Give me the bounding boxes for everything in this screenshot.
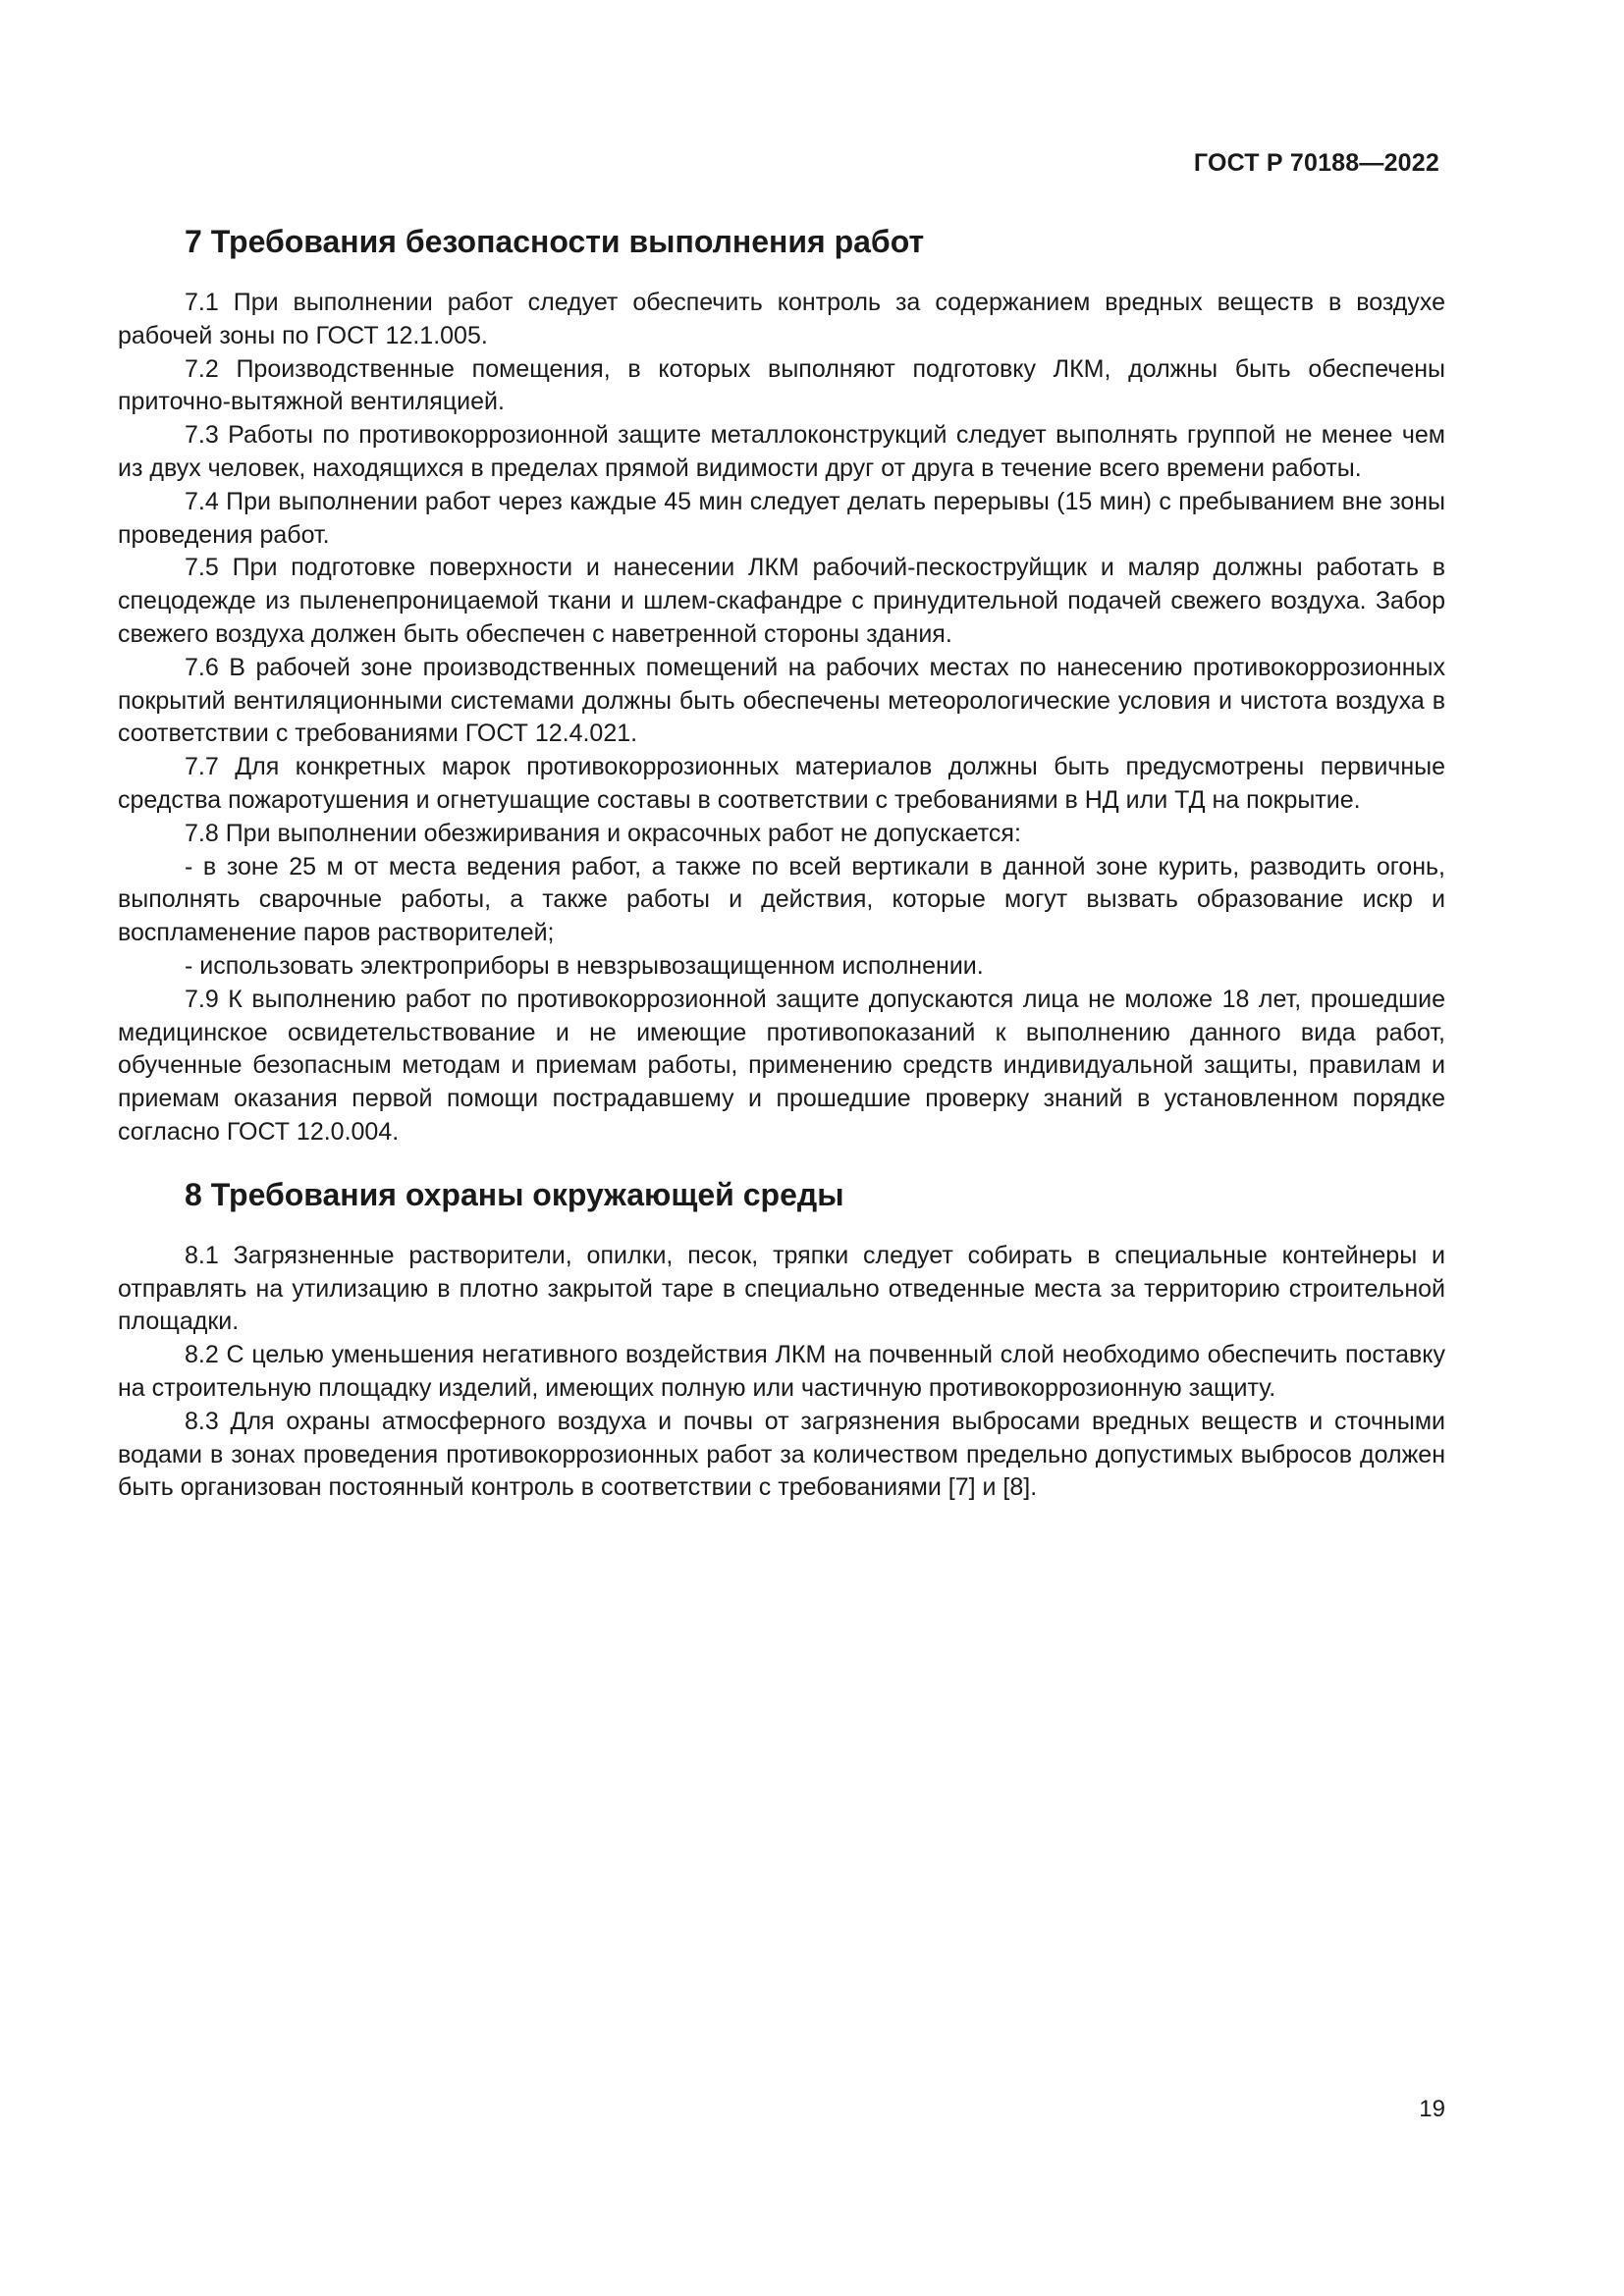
section-title: 7 Требования безопасности выполнения работ [185,224,925,259]
paragraph-7-2: 7.2 Производственные помещения, в которых выполняют подготовку ЛКМ, должны быть обеспечены приточно-вытяжной вентиляцией. [118,354,1445,416]
paragraph-7-7: 7.7 Для конкретных марок противокоррозионных материалов должны быть предусмотрены первичные средства пожаротушения и огнетушащие составы в соответствии с требованиями в НД или ТД на покрытие. [118,753,1445,814]
paragraph-8-3: 8.3 Для охраны атмосферного воздуха и почвы от загрязнения выбросами вредных веществ и сточными водами в зонах проведения противокоррозионных работ за количеством предельно допустимых выбросов должен быть организован постоянный контроль в соответствии с требованиями [7] и [8]. [118,1407,1445,1502]
paragraph-7-1: 7.1 При выполнении работ следует обеспечить контроль за содержанием вредных веществ в воздухе рабочей зоны по ГОСТ 12.1.005. [118,289,1445,349]
paragraph-8-1: 8.1 Загрязненные растворители, опилки, песок, тряпки следует собирать в специальные контейнеры и отправлять на утилизацию в плотно закрытой таре в специально отведенные места за территорию строительной площадки. [118,1241,1445,1336]
section-8 [118,1175,1445,1505]
section-7 [118,222,1445,1149]
paragraph-7-3: 7.3 Работы по противокоррозионной защите металлоконструкций следует выполнять группой не менее чем из двух человек, находящихся в пределах прямой видимости друг от друга в течение всего времени работы. [118,421,1445,482]
section-title: 8 Требования охраны окружающей среды [185,1176,844,1212]
paragraph-7-8: 7.8 При выполнении обезжиривания и окрасочных работ не допускается: [185,819,1021,847]
list-item: - в зоне 25 м от места ведения работ, а также по всей вертикали в данной зоне курить, разводить огонь, выполнять сварочные работы, а также работы и действия, которые могут вызвать образование искр и воспламенение паров растворителей; [118,852,1445,947]
paragraph-7-5: 7.5 При подготовке поверхности и нанесении ЛКМ рабочий-пескоструйщик и маляр должны работать в спецодежде из пыленепроницаемой ткани и шлем-скафандре с принудительной подачей свежего воздуха. Забор свежего воздуха должен быть обеспечен с наветренной стороны здания. [118,554,1445,648]
list-item: - использовать электроприборы в невзрывозащищенном исполнении. [185,951,984,980]
paragraph-7-9: 7.9 К выполнению работ по противокоррозионной защите допускаются лица не моложе 18 лет, прошедшие медицинское освидетельствование и не имеющие противопоказаний к выполнению данного вида работ, обученные безопасным методам и приемам работы, применению средств индивидуальной защиты, правилам и приемам оказания первой помощи пострадавшему и прошедшие проверку знаний в установленном порядке согласно ГОСТ 12.0.004. [118,985,1445,1146]
page-content [118,222,1445,1505]
page-number: 19 [1419,2096,1445,2122]
paragraph-8-2: 8.2 С целью уменьшения негативного воздействия ЛКМ на почвенный слой необходимо обеспечить поставку на строительную площадку изделий, имеющих полную или частичную противокоррозионную защиту. [118,1341,1445,1402]
paragraph-7-6: 7.6 В рабочей зоне производственных помещений на рабочих местах по нанесению противокоррозионных покрытий вентиляционными системами должны быть обеспечены метеорологические условия и чистота воздуха в соответствии с требованиями ГОСТ 12.4.021. [118,653,1445,748]
paragraph-7-4: 7.4 При выполнении работ через каждые 45 мин следует делать перерывы (15 мин) с пребыванием вне зоны проведения работ. [118,487,1445,549]
document-code: ГОСТ Р 70188—2022 [1193,149,1439,177]
